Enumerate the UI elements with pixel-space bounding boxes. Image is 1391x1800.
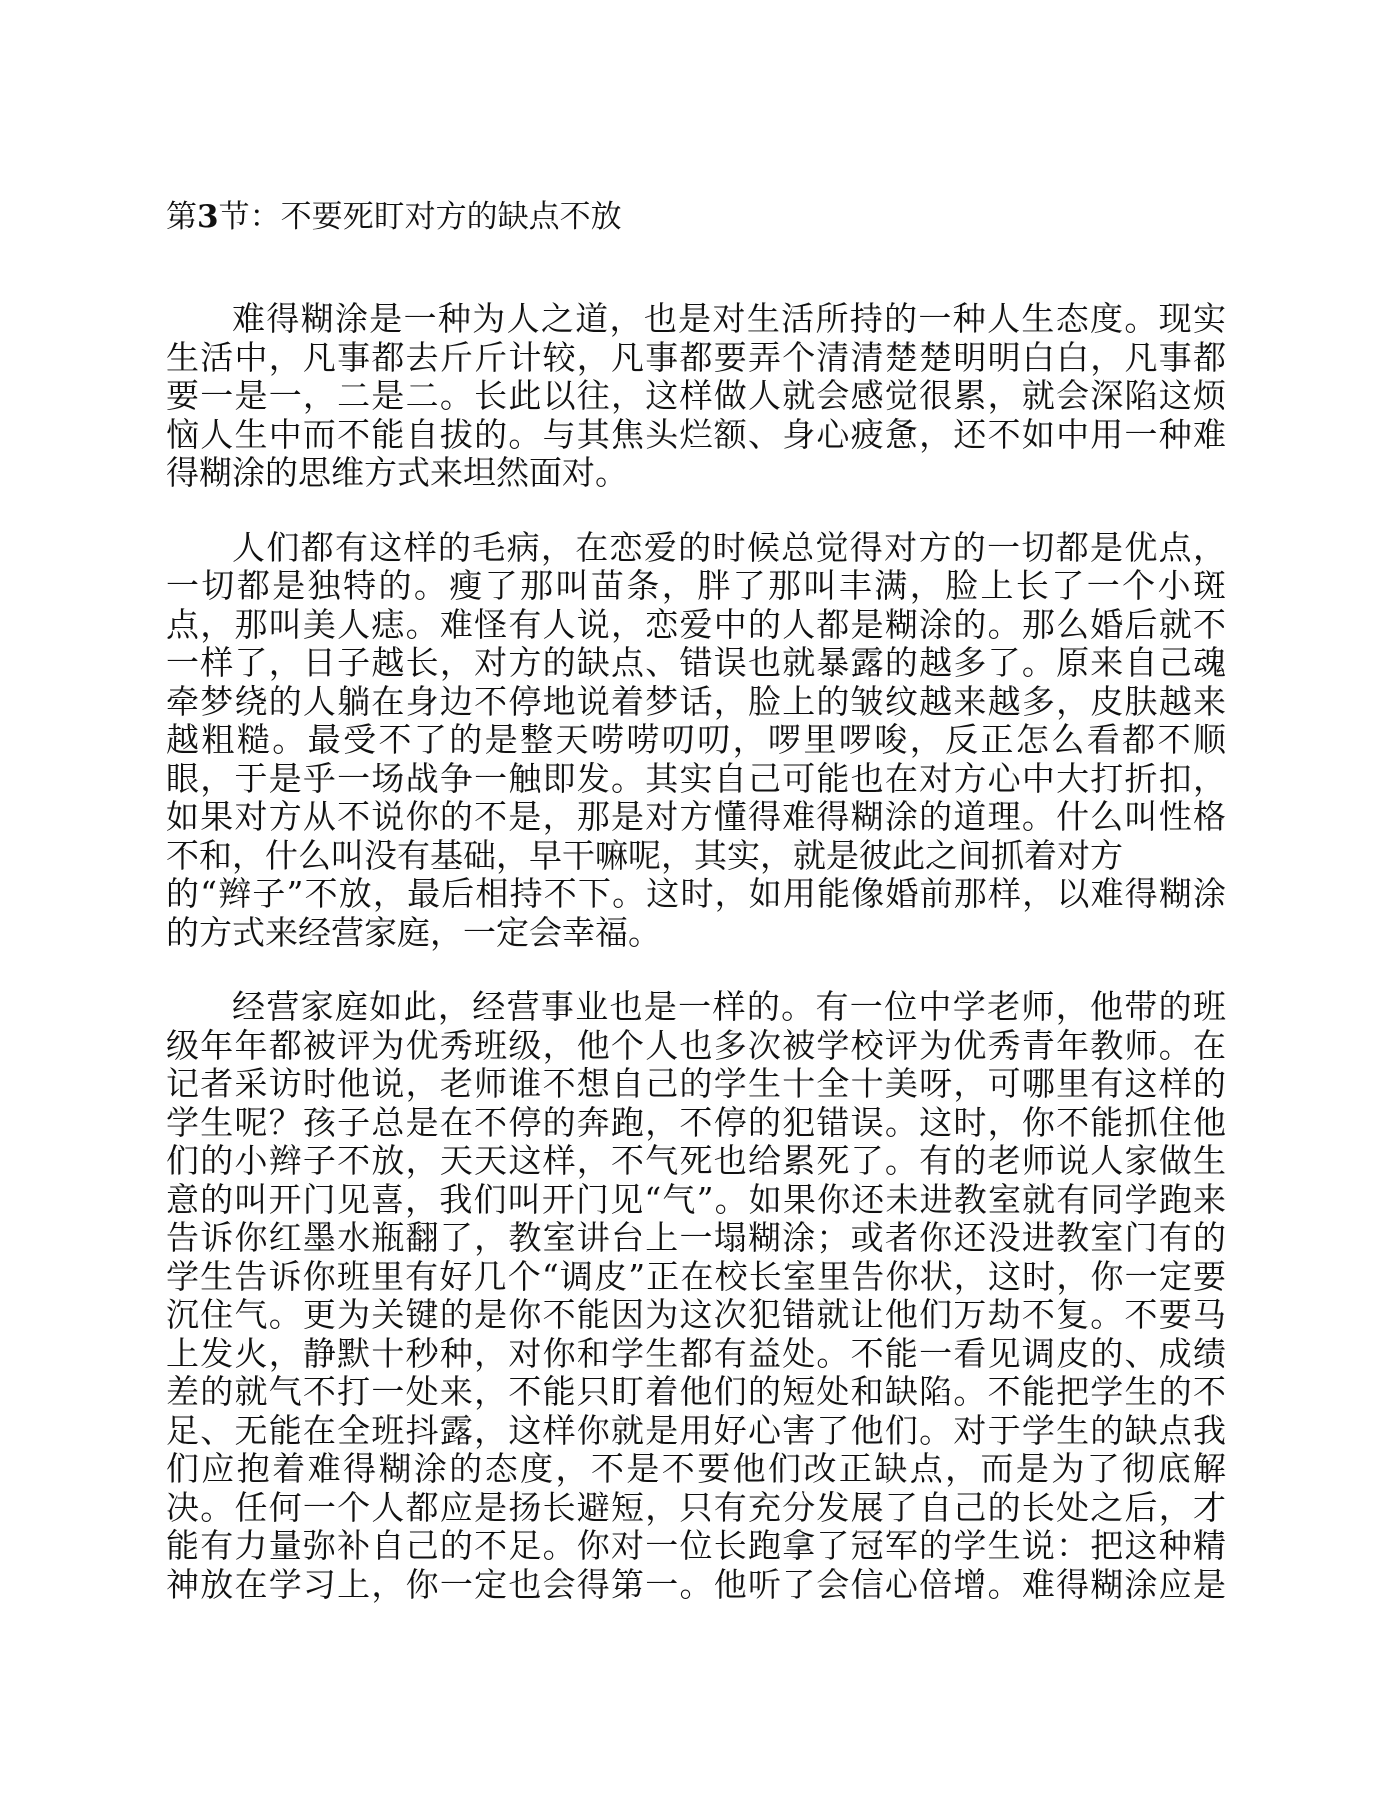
section-heading-title: 节：不要死盯对方的缺点不放 (218, 199, 622, 235)
text-line: 决。任何一个人都应是扬长避短，只有充分发展了自己的长处之后，才 (166, 1487, 1226, 1527)
text-line: 沉住气。更为关键的是你不能因为这次犯错就让他们万劫不复。不要马 (166, 1295, 1226, 1334)
text-line: 上发火，静默十秒种，对你和学生都有益处。不能一看见调皮的、成绩 (166, 1333, 1226, 1373)
text-line: 一样了，日子越长，对方的缺点、错误也就暴露的越多了。原来自己魂 (166, 643, 1226, 682)
text-line: 生活中，凡事都去斤斤计较，凡事都要弄个清清楚楚明明白白，凡事都 (166, 337, 1226, 377)
text-line: 记者采访时他说，老师谁不想自己的学生十全十美呀，可哪里有这样的 (166, 1064, 1226, 1103)
paragraph-1 (166, 300, 1226, 493)
text-line: 一切都是独特的。瘦了那叫苗条，胖了那叫丰满，脸上长了一个小斑 (166, 566, 1226, 605)
text-line: 差的就气不打一处来，不能只盯着他们的短处和缺陷。不能把学生的不 (166, 1372, 1226, 1411)
body-text (166, 300, 1226, 1640)
text-line: 能有力量弥补自己的不足。你对一位长跑拿了冠军的学生说：把这种精 (166, 1526, 1226, 1565)
text-line: 告诉你红墨水瓶翻了，教室讲台上一塌糊涂；或者你还没进教室门有的 (166, 1218, 1226, 1257)
text-line: 点，那叫美人痣。难怪有人说，恋爱中的人都是糊涂的。那么婚后就不 (166, 604, 1226, 644)
text-line: 不和，什么叫没有基础，早干嘛呢，其实，就是彼此之间抓着对方 (166, 835, 1123, 875)
text-line: 神放在学习上，你一定也会得第一。他听了会信心倍增。难得糊涂应是 (166, 1564, 1226, 1604)
text-line: 越粗糙。最受不了的是整天唠唠叨叨，啰里啰唆，反正怎么看都不顺 (166, 720, 1226, 759)
text-line: 要一是一，二是二。长此以往，这样做人就会感觉很累，就会深陷这烦 (166, 376, 1226, 415)
text-line: 人们都有这样的毛病，在恋爱的时候总觉得对方的一切都是优点， (232, 527, 1226, 567)
text-line: 们应抱着难得糊涂的态度，不是不要他们改正缺点，而是为了彻底解 (166, 1449, 1226, 1488)
paragraph-2 (166, 529, 1226, 953)
section-heading-prefix: 第 (166, 199, 197, 235)
text-line: 难得糊涂是一种为人之道，也是对生活所持的一种人生态度。现实 (232, 299, 1226, 338)
text-line: 经营家庭如此，经营事业也是一样的。有一位中学老师，他带的班 (232, 987, 1226, 1026)
text-line: 牵梦绕的人躺在身边不停地说着梦话，脸上的皱纹越来越多，皮肤越来 (166, 681, 1226, 721)
text-line: 意的叫开门见喜，我们叫开门见“气”。如果你还未进教室就有同学跑来 (166, 1179, 1226, 1219)
text-line: 学生告诉你班里有好几个“调皮”正在校长室里告你状，这时，你一定要 (166, 1256, 1226, 1296)
text-line: 学生呢？孩子总是在不停的奔跑，不停的犯错误。这时，你不能抓住他 (166, 1102, 1226, 1142)
text-line: 们的小辫子不放，天天这样，不气死也给累死了。有的老师说人家做生 (166, 1141, 1226, 1180)
text-line: 得糊涂的思维方式来坦然面对。 (166, 453, 628, 492)
text-line: 的“辫子”不放，最后相持不下。这时，如用能像婚前那样，以难得糊涂 (166, 874, 1226, 913)
text-line: 的方式来经营家庭，一定会幸福。 (166, 912, 661, 952)
section-heading (166, 190, 622, 244)
section-number: 3 (197, 199, 219, 235)
text-line: 如果对方从不说你的不是，那是对方懂得难得糊涂的道理。什么叫性格 (166, 797, 1226, 836)
text-line: 级年年都被评为优秀班级，他个人也多次被学校评为优秀青年教师。在 (166, 1025, 1226, 1065)
paragraph-3 (166, 988, 1226, 1604)
text-line: 足、无能在全班抖露，这样你就是用好心害了他们。对于学生的缺点我 (166, 1410, 1226, 1450)
text-line: 恼人生中而不能自拔的。与其焦头烂额、身心疲惫，还不如中用一种难 (166, 414, 1226, 454)
text-line: 眼，于是乎一场战争一触即发。其实自己可能也在对方心中大打折扣， (166, 758, 1226, 798)
